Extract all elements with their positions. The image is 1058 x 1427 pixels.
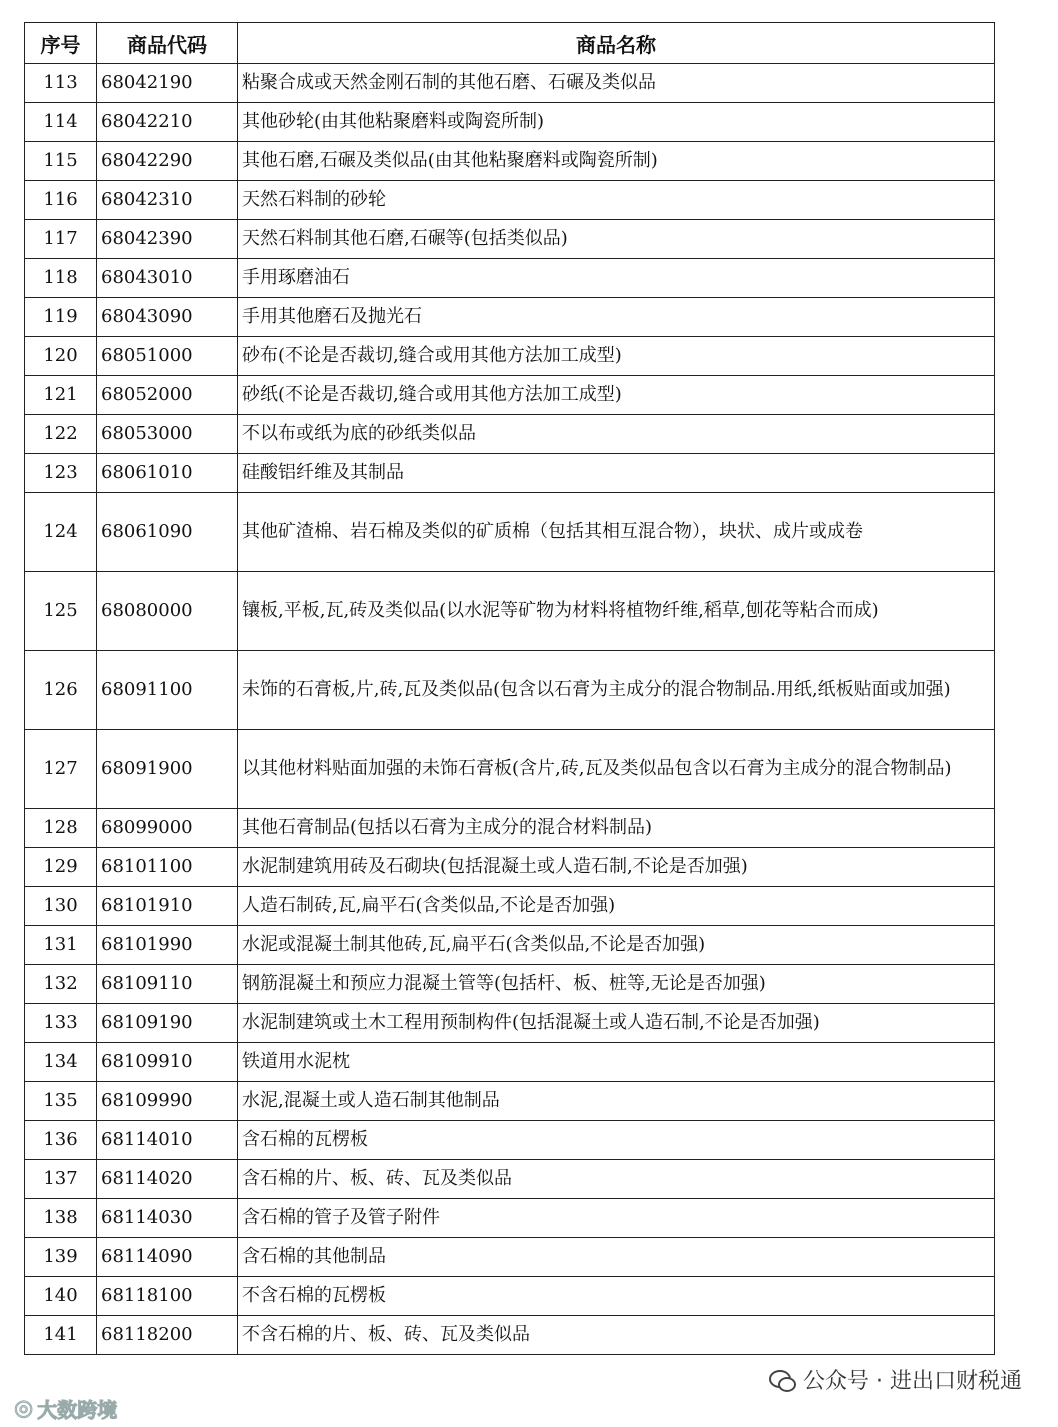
cell-serial-number: 135 <box>25 1082 97 1121</box>
cell-commodity-code: 68042310 <box>97 181 238 220</box>
cell-commodity-code: 68109990 <box>97 1082 238 1121</box>
cell-commodity-name: 水泥制建筑或土木工程用预制构件(包括混凝土或人造石制,不论是否加强) <box>238 1004 995 1043</box>
wechat-watermark-text: 公众号 · 进出口财税通 <box>803 1369 1022 1394</box>
table-row <box>25 1043 995 1082</box>
cell-commodity-name: 其他石磨,石碾及类似品(由其他粘聚磨料或陶瓷所制) <box>238 142 995 181</box>
cell-serial-number: 125 <box>25 572 97 651</box>
cell-serial-number: 121 <box>25 376 97 415</box>
cell-commodity-name: 以其他材料贴面加强的未饰石膏板(含片,砖,瓦及类似品包含以石膏为主成分的混合物制品) <box>238 730 995 809</box>
corner-watermark <box>14 1394 117 1423</box>
cell-commodity-name: 含石棉的其他制品 <box>238 1238 995 1277</box>
cell-serial-number: 137 <box>25 1160 97 1199</box>
cell-commodity-name: 天然石料制其他石磨,石碾等(包括类似品) <box>238 220 995 259</box>
cell-commodity-name: 手用其他磨石及抛光石 <box>238 298 995 337</box>
cell-commodity-code: 68053000 <box>97 415 238 454</box>
commodity-table <box>24 22 995 1355</box>
table-row <box>25 965 995 1004</box>
header-commodity-code: 商品代码 <box>97 23 238 64</box>
table-row <box>25 809 995 848</box>
cell-serial-number: 115 <box>25 142 97 181</box>
cell-commodity-code: 68114090 <box>97 1238 238 1277</box>
table-row <box>25 259 995 298</box>
table-row <box>25 142 995 181</box>
table-row <box>25 926 995 965</box>
table-row <box>25 103 995 142</box>
cell-commodity-code: 68061090 <box>97 493 238 572</box>
table-row <box>25 1082 995 1121</box>
cell-serial-number: 141 <box>25 1316 97 1355</box>
table-row <box>25 181 995 220</box>
cell-commodity-name: 含石棉的瓦楞板 <box>238 1121 995 1160</box>
table-row <box>25 298 995 337</box>
cell-serial-number: 134 <box>25 1043 97 1082</box>
cell-serial-number: 133 <box>25 1004 97 1043</box>
table-row <box>25 337 995 376</box>
table-row <box>25 220 995 259</box>
table-row <box>25 651 995 730</box>
cell-commodity-code: 68114030 <box>97 1199 238 1238</box>
cell-commodity-code: 68042190 <box>97 64 238 103</box>
cell-serial-number: 116 <box>25 181 97 220</box>
table-row <box>25 1238 995 1277</box>
cell-commodity-code: 68118200 <box>97 1316 238 1355</box>
cell-commodity-code: 68109110 <box>97 965 238 1004</box>
cell-commodity-code: 68043010 <box>97 259 238 298</box>
cell-commodity-name: 不含石棉的片、板、砖、瓦及类似品 <box>238 1316 995 1355</box>
table-row <box>25 1160 995 1199</box>
table-row <box>25 572 995 651</box>
cell-serial-number: 119 <box>25 298 97 337</box>
cell-commodity-name: 铁道用水泥枕 <box>238 1043 995 1082</box>
cell-serial-number: 122 <box>25 415 97 454</box>
table-row <box>25 454 995 493</box>
cell-commodity-code: 68052000 <box>97 376 238 415</box>
table-row <box>25 1004 995 1043</box>
cell-serial-number: 132 <box>25 965 97 1004</box>
cell-commodity-code: 68043090 <box>97 298 238 337</box>
cell-commodity-name: 水泥或混凝土制其他砖,瓦,扁平石(含类似品,不论是否加强) <box>238 926 995 965</box>
cell-commodity-name: 水泥制建筑用砖及石砌块(包括混凝土或人造石制,不论是否加强) <box>238 848 995 887</box>
corner-watermark-text: 大数跨境 <box>37 1398 118 1422</box>
cell-commodity-name: 人造石制砖,瓦,扁平石(含类似品,不论是否加强) <box>238 887 995 926</box>
cell-commodity-name: 砂纸(不论是否裁切,缝合或用其他方法加工成型) <box>238 376 995 415</box>
cell-commodity-name: 未饰的石膏板,片,砖,瓦及类似品(包含以石膏为主成分的混合物制品.用纸,纸板贴面或加强) <box>238 651 995 730</box>
cell-serial-number: 126 <box>25 651 97 730</box>
cell-commodity-code: 68051000 <box>97 337 238 376</box>
cell-commodity-name: 其他矿渣棉、岩石棉及类似的矿质棉（包括其相互混合物），块状、成片或成卷 <box>238 493 995 572</box>
cell-serial-number: 120 <box>25 337 97 376</box>
table-row <box>25 1121 995 1160</box>
cell-commodity-name: 含石棉的管子及管子附件 <box>238 1199 995 1238</box>
cell-commodity-code: 68091100 <box>97 651 238 730</box>
cell-commodity-name: 粘聚合成或天然金刚石制的其他石磨、石碾及类似品 <box>238 64 995 103</box>
table-row <box>25 1316 995 1355</box>
header-commodity-name: 商品名称 <box>238 23 995 64</box>
cell-commodity-code: 68080000 <box>97 572 238 651</box>
cell-commodity-name: 手用琢磨油石 <box>238 259 995 298</box>
cell-commodity-code: 68109910 <box>97 1043 238 1082</box>
cell-serial-number: 118 <box>25 259 97 298</box>
cell-commodity-name: 其他石膏制品(包括以石膏为主成分的混合材料制品) <box>238 809 995 848</box>
table-row <box>25 376 995 415</box>
cell-commodity-code: 68101990 <box>97 926 238 965</box>
cell-serial-number: 131 <box>25 926 97 965</box>
cell-commodity-name: 水泥,混凝土或人造石制其他制品 <box>238 1082 995 1121</box>
wechat-icon <box>769 1368 797 1392</box>
cell-commodity-code: 68091900 <box>97 730 238 809</box>
cell-serial-number: 113 <box>25 64 97 103</box>
cell-commodity-code: 68114010 <box>97 1121 238 1160</box>
header-serial-number: 序号 <box>25 23 97 64</box>
cell-serial-number: 127 <box>25 730 97 809</box>
cell-commodity-name: 天然石料制的砂轮 <box>238 181 995 220</box>
table-row <box>25 415 995 454</box>
table-row <box>25 493 995 572</box>
cell-serial-number: 117 <box>25 220 97 259</box>
table-row <box>25 848 995 887</box>
cell-commodity-name: 含石棉的片、板、砖、瓦及类似品 <box>238 1160 995 1199</box>
cell-serial-number: 129 <box>25 848 97 887</box>
cell-commodity-code: 68101910 <box>97 887 238 926</box>
table-row <box>25 1199 995 1238</box>
cell-commodity-code: 68042210 <box>97 103 238 142</box>
cell-commodity-name: 砂布(不论是否裁切,缝合或用其他方法加工成型) <box>238 337 995 376</box>
table-row <box>25 1277 995 1316</box>
cell-commodity-name: 其他砂轮(由其他粘聚磨料或陶瓷所制) <box>238 103 995 142</box>
cell-commodity-code: 68042390 <box>97 220 238 259</box>
table-body <box>25 64 995 1355</box>
cell-commodity-name: 镶板,平板,瓦,砖及类似品(以水泥等矿物为材料将植物纤维,稻草,刨花等粘合而成) <box>238 572 995 651</box>
cell-commodity-name: 不含石棉的瓦楞板 <box>238 1277 995 1316</box>
cell-commodity-name: 不以布或纸为底的砂纸类似品 <box>238 415 995 454</box>
cell-serial-number: 128 <box>25 809 97 848</box>
cell-commodity-name: 硅酸铝纤维及其制品 <box>238 454 995 493</box>
cell-commodity-name: 钢筋混凝土和预应力混凝土管等(包括杆、板、桩等,无论是否加强) <box>238 965 995 1004</box>
cell-commodity-code: 68101100 <box>97 848 238 887</box>
table-row <box>25 730 995 809</box>
cell-serial-number: 136 <box>25 1121 97 1160</box>
table-row <box>25 64 995 103</box>
table-header-row <box>25 23 995 64</box>
cell-serial-number: 140 <box>25 1277 97 1316</box>
cell-commodity-code: 68114020 <box>97 1160 238 1199</box>
cell-commodity-code: 68042290 <box>97 142 238 181</box>
cell-commodity-code: 68061010 <box>97 454 238 493</box>
cell-serial-number: 138 <box>25 1199 97 1238</box>
cell-commodity-code: 68118100 <box>97 1277 238 1316</box>
cell-commodity-code: 68099000 <box>97 809 238 848</box>
watermark-logo-icon: ◎ <box>14 1396 34 1421</box>
wechat-watermark <box>763 1362 1028 1397</box>
cell-serial-number: 124 <box>25 493 97 572</box>
cell-serial-number: 114 <box>25 103 97 142</box>
cell-commodity-code: 68109190 <box>97 1004 238 1043</box>
cell-serial-number: 130 <box>25 887 97 926</box>
cell-serial-number: 139 <box>25 1238 97 1277</box>
cell-serial-number: 123 <box>25 454 97 493</box>
table-row <box>25 887 995 926</box>
